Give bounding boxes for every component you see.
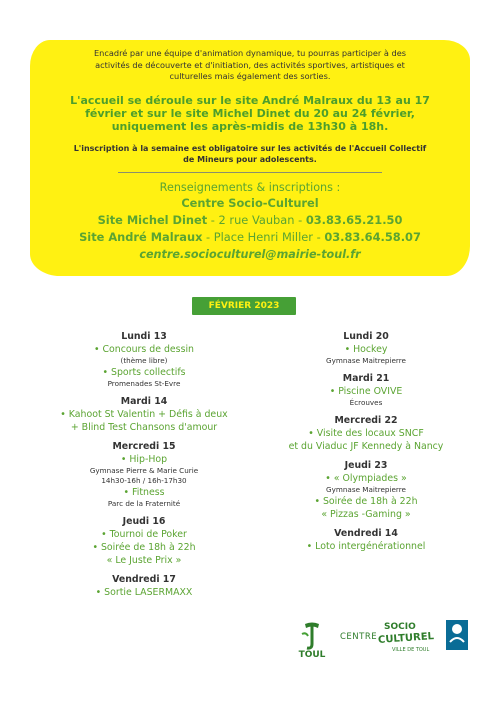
caf-logo — [446, 620, 468, 654]
day-heading: Jeudi 23 — [344, 460, 388, 471]
activity-note: (thème libre) — [120, 356, 168, 365]
accueil-line: L'accueil se déroule sur le site André Malraux du 13 au 17 — [70, 94, 430, 107]
contact-block — [48, 180, 452, 263]
site-phone[interactable]: 03.83.65.21.50 — [305, 213, 403, 227]
activity: • Tournoi de Poker — [101, 529, 187, 540]
site-address: - Place Henri Miller - — [202, 230, 325, 244]
activity: + Blind Test Chansons d'amour — [70, 422, 218, 433]
site-name: Site Michel Dinet — [97, 213, 208, 227]
intro-line: activités de découverte et d'initiation, des activités sportives, artistiques et — [95, 59, 405, 70]
activity: et du Viaduc JF Kennedy à Nancy — [288, 441, 444, 452]
site-phone[interactable]: 03.83.64.58.07 — [324, 230, 421, 244]
day-heading: Mardi 21 — [342, 373, 390, 384]
day-heading: Jeudi 16 — [122, 516, 166, 527]
centre-name: Centre Socio-Culturel — [181, 196, 319, 210]
accueil-line: uniquement les après-midis de 13h30 à 18h. — [111, 120, 389, 133]
day-heading: Mardi 14 — [120, 396, 168, 407]
activity: « Le Juste Prix » — [106, 555, 182, 566]
activity: • Hip-Hop — [120, 454, 168, 465]
divider — [118, 172, 382, 173]
activity-note: Gymnase Maitrepierre — [326, 485, 406, 494]
schedule-left — [46, 328, 242, 599]
toul-logo — [296, 620, 328, 668]
activity: • Visite des locaux SNCF — [308, 428, 424, 439]
day-heading: Lundi 20 — [343, 331, 389, 342]
activity: « Pizzas -Gaming » — [321, 509, 411, 520]
activity: • « Olympiades » — [325, 473, 407, 484]
activity-note: Gymnase Pierre & Marie Curie — [89, 466, 199, 475]
activity-note: Promenades St-Evre — [107, 379, 181, 388]
intro-line: culturelles mais également des sorties. — [169, 71, 331, 81]
activity: • Piscine OVIVE — [329, 386, 403, 397]
schedule-right — [256, 328, 476, 553]
activity: • Sports collectifs — [102, 367, 186, 378]
inscription-line: de Mineurs pour adolescents. — [183, 155, 317, 164]
logo-socio-text: SOCIO — [384, 622, 416, 632]
day-heading: Mercredi 22 — [334, 415, 398, 426]
activity: • Fitness — [123, 487, 165, 498]
inscription-line: L'inscription à la semaine est obligatoire sur les activités de l'Accueil Collectif — [73, 144, 427, 153]
activity: • Sortie LASERMAXX — [95, 587, 193, 598]
day-heading: Vendredi 14 — [334, 528, 398, 539]
site-andre-malraux — [48, 229, 452, 246]
day-heading: Lundi 13 — [121, 331, 167, 342]
activity: • Soirée de 18h à 22h — [92, 542, 196, 553]
month-badge: FÉVRIER 2023 — [192, 297, 296, 315]
inscription-note — [48, 143, 452, 165]
activity-note: Écrouves — [349, 398, 383, 407]
activity: • Hockey — [344, 344, 388, 355]
accueil-dates — [48, 94, 452, 133]
intro-text — [48, 48, 452, 83]
activity: • Soirée de 18h à 22h — [314, 496, 418, 507]
logo-culturel-text: CULTUREL — [377, 631, 435, 646]
day-heading: Vendredi 17 — [112, 574, 176, 585]
activity-note: Parc de la Fraternité — [107, 499, 181, 508]
logo-centre-text: CENTRE — [340, 632, 378, 642]
site-name: Site André Malraux — [79, 230, 203, 244]
contact-title: Renseignements & inscriptions : — [159, 181, 341, 194]
day-heading: Mercredi 15 — [112, 441, 176, 452]
logo-ville-text: VILLE DE TOUL — [392, 647, 430, 653]
toul-text: TOUL — [298, 650, 326, 660]
site-address: - 2 rue Vauban - — [207, 213, 306, 227]
activity-note: 14h30-16h / 16h-17h30 — [101, 476, 187, 485]
site-michel-dinet — [48, 212, 452, 229]
activity: • Kahoot St Valentin + Défis à deux — [60, 409, 228, 420]
activity-note: Gymnase Maitrepierre — [326, 356, 406, 365]
caf-icon — [446, 620, 468, 650]
centre-socioculturel-logo — [340, 620, 438, 664]
email-link[interactable]: centre.socioculturel@mairie-toul.fr — [139, 248, 361, 261]
accueil-line: février et sur le site Michel Dinet du 20 au 24 février, — [85, 107, 415, 120]
activity: • Concours de dessin — [93, 344, 195, 355]
intro-line: Encadré par une équipe d'animation dynamique, tu pourras participer à des — [93, 48, 406, 58]
activity: • Loto intergénérationnel — [306, 541, 426, 552]
